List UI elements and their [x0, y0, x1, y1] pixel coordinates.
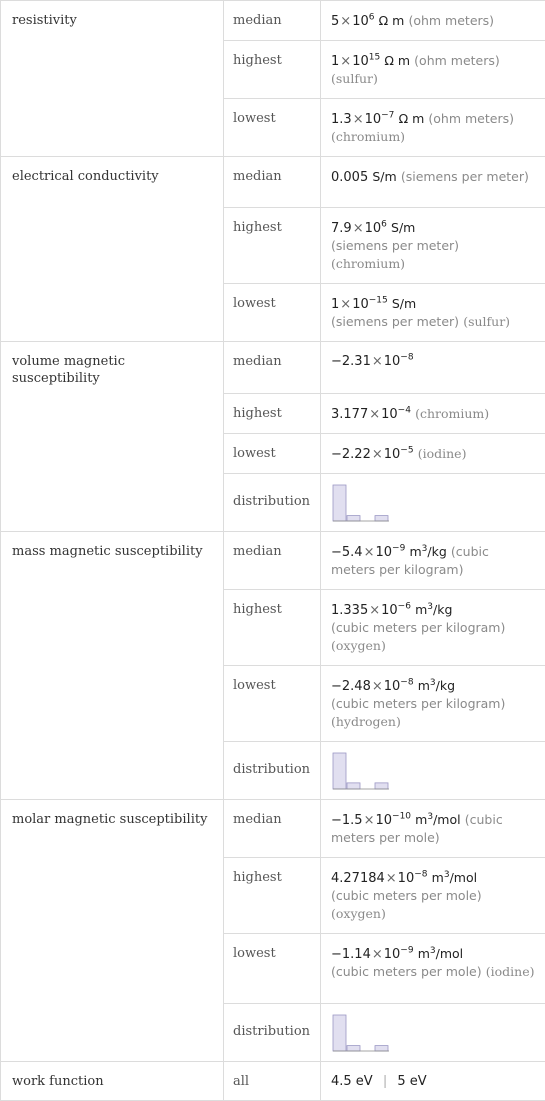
histogram-bar — [347, 1046, 360, 1051]
stat-label: highest — [224, 41, 321, 99]
stat-label: distribution — [224, 742, 321, 800]
stat-label: median — [224, 342, 321, 394]
stat-label: highest — [224, 394, 321, 434]
separator: | — [377, 1074, 393, 1089]
property-label: molar magnetic susceptibility — [1, 800, 224, 1062]
value-cell: $-2.48\times 10^{-8}$ $m^3/kg$ (cubic meters per kilogram) (hydrogen) — [321, 666, 545, 742]
histogram-bar — [375, 516, 388, 521]
stat-label: median — [224, 532, 321, 590]
property-label: volume magnetic susceptibility — [1, 342, 224, 532]
distribution-histogram — [321, 742, 545, 800]
distribution-histogram — [321, 1004, 545, 1062]
stat-label: highest — [224, 208, 321, 284]
histogram-bar — [333, 753, 346, 789]
stat-label: all — [224, 1062, 321, 1101]
stat-label: lowest — [224, 934, 321, 1004]
histogram-bar — [375, 1046, 388, 1051]
stat-label: distribution — [224, 474, 321, 532]
stat-label: lowest — [224, 434, 321, 474]
histogram-bar — [375, 783, 388, 789]
histogram-bar — [333, 1015, 346, 1051]
value-cell: $-1.14\times 10^{-9}$ $m^3$/mol (cubic meters per mole) (iodine) — [321, 934, 545, 1004]
property-label: mass magnetic susceptibility — [1, 532, 224, 800]
value-b: 5 eV — [397, 1074, 426, 1089]
stat-label: highest — [224, 590, 321, 666]
distribution-histogram — [321, 474, 545, 532]
value-cell: $-2.31\times 10^{-8}$ — [321, 342, 545, 394]
value-cell: $-1.5\times 10^{-10}$ $m^3$/mol (cubic meters per mole) — [321, 800, 545, 858]
stat-label: median — [224, 157, 321, 208]
histogram-bar — [333, 485, 346, 521]
stat-label: highest — [224, 858, 321, 934]
value-cell: $1.3\times 10^{-7}$ Ω m (ohm meters) (chromium) — [321, 99, 545, 157]
stat-label: lowest — [224, 284, 321, 342]
stat-label: median — [224, 800, 321, 858]
value-cell: $-2.22\times 10^{-5}$ (iodine) — [321, 434, 545, 474]
property-label: electrical conductivity — [1, 157, 224, 342]
value-cell: $5\times 10^6$ Ω m (ohm meters) — [321, 1, 545, 41]
value-cell: $7.9\times 10^6$ S/m (siemens per meter) (chromium) — [321, 208, 545, 284]
value-cell: 0.005 S/m (siemens per meter) — [321, 157, 545, 208]
stat-label: median — [224, 1, 321, 41]
value-a: 4.5 eV — [331, 1074, 373, 1089]
property-label: work function — [1, 1062, 224, 1101]
stat-label: lowest — [224, 666, 321, 742]
value-cell: $4.27184\times 10^{-8}$ $m^3$/mol (cubic meters per mole) (oxygen) — [321, 858, 545, 934]
value-cell: $1\times 10^{15}$ Ω m (ohm meters) (sulfur) — [321, 41, 545, 99]
property-label: resistivity — [1, 1, 224, 157]
histogram-bar — [347, 516, 360, 521]
value-cell: $3.177\times 10^{-4}$ (chromium) — [321, 394, 545, 434]
histogram-bar — [347, 783, 360, 789]
value-cell: $1\times 10^{-15}$ S/m (siemens per meter) (sulfur) — [321, 284, 545, 342]
value-cell: $1.335\times 10^{-6}$ $m^3/kg$ (cubic meters per kilogram) (oxygen) — [321, 590, 545, 666]
stat-label: distribution — [224, 1004, 321, 1062]
value-cell: $-5.4\times 10^{-9}$ $m^3/kg$ (cubic meters per kilogram) — [321, 532, 545, 590]
stat-label: lowest — [224, 99, 321, 157]
value-cell — [321, 1062, 545, 1101]
